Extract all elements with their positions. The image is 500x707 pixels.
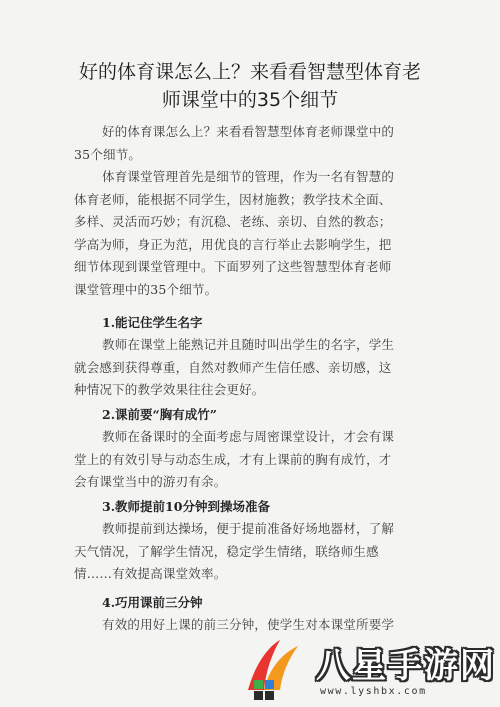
text-line: 多样、灵活而巧妙；有沉稳、老练、亲切、自然的教态； [74,214,392,230]
logo-blue-square [265,680,274,689]
title-line: 好的体育课怎么上？来看看智慧型体育老 [78,61,421,83]
text-line: 教师在课堂上能熟记并且随时叫出学生的名字，学生 [102,337,395,352]
text-line: 教师在备课时的全面考虑与周密课堂设计，才会有课 [102,429,395,444]
text-line: 体育老师，能根据不同学生，因材施教；教学技术全面、 [74,191,392,207]
text-line: 好的体育课怎么上？来看看智慧型体育老师课堂中的 [102,124,395,139]
overview-paragraph [74,166,434,302]
logo-green-square [254,680,263,689]
text-line: 体育课堂管理首先是细节的管理，作为一名有智慧的 [102,169,395,184]
section-body-2 [74,426,434,494]
title-line: 师课堂中的35个细节 [161,89,339,111]
text-line: 种情况下的教学效果往往会更好。 [74,382,265,398]
logo-dark-square [254,691,263,700]
section-body-1 [74,334,434,402]
section-heading-2: 2.课前要“胸有成竹” [102,407,217,422]
text-line: 有效的用好上课的前三分钟，使学生对本课堂所要学 [102,617,395,632]
section-body-3 [74,518,434,586]
section-heading-1: 1.能记住学生名字 [102,315,203,330]
text-line: 会有课堂当中的游刃有余。 [74,474,227,490]
text-line: 堂上的有效引导与动态生成，才有上课前的胸有成竹，才 [74,451,392,467]
site-name: 八星手游网 [316,646,496,686]
text-line: 课堂管理中的35个细节。 [74,281,218,297]
section-heading-3: 3.教师提前10分钟到操场准备 [102,499,270,514]
section-heading-4: 4.巧用课前三分钟 [102,595,203,610]
text-line: 就会感到获得尊重，自然对教师产生信任感、亲切感，这 [74,359,392,375]
intro-paragraph [74,121,434,166]
site-watermark [240,628,498,706]
logo-dark-square [265,691,274,700]
text-line: 35个细节。 [74,146,142,162]
text-line: 教师提前到达操场，便于提前准备好场地器材，了解 [102,521,395,536]
document-title [40,58,460,114]
text-line: 天气情况，了解学生情况，稳定学生情绪，联络师生感 [74,543,379,559]
site-logo-icon [240,634,308,702]
text-line: 细节体现到课堂管理中。下面罗列了这些智慧型体育老师 [74,259,392,275]
text-line: 学高为师，身正为范，用优良的言行举止去影响学生，把 [74,236,392,252]
site-url: www.lyshbx.com [320,686,427,697]
text-line: 情……有效提高课堂效率。 [74,566,227,582]
